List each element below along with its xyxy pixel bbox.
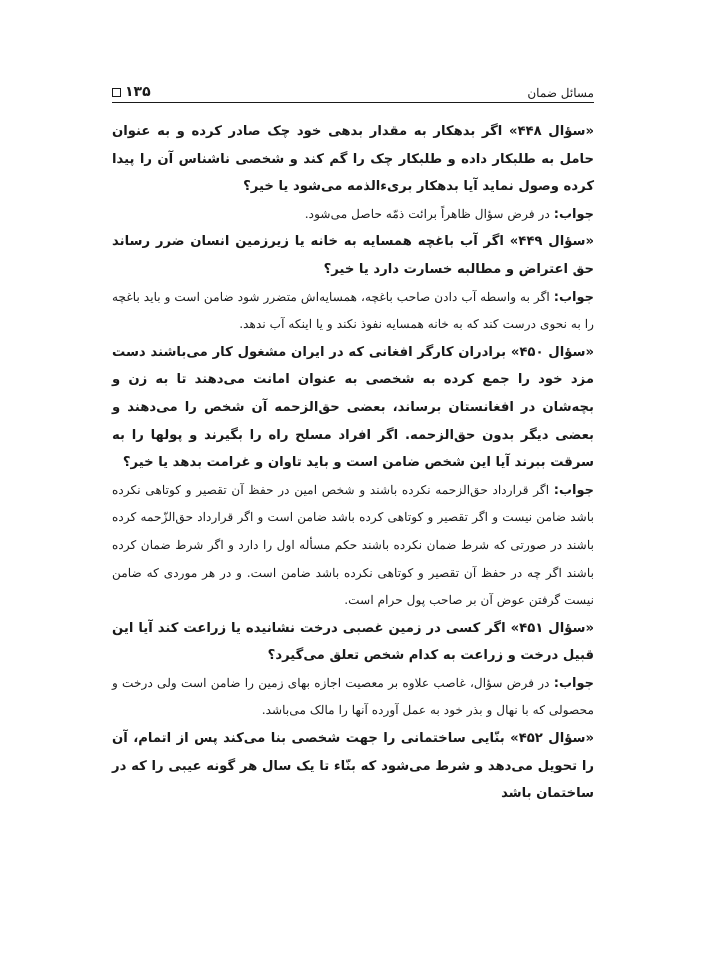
question-451: «سؤال ۴۵۱» اگر کسی در زمین غصبی درخت نشانیده یا زراعت کند آیا این قبیل درخت و زراعت به کدام شخص تعلق می‌گیرد؟ (112, 620, 594, 664)
answer-text: در فرض سؤال ظاهراً برائت ذمّه حاصل می‌شود. (304, 206, 554, 221)
page-number (112, 84, 151, 100)
answer-text: اگر به واسطه آب دادن صاحب باغچه، همسایه‌اش متضرر شود ضامن است و باید باغچه را به نحوی درست کند که به خانه همسایه نفوذ نکند و یا اینکه آب ندهد. (112, 289, 594, 332)
page-header (112, 78, 594, 100)
question-450: «سؤال ۴۵۰» برادران کارگر افغانی که در ایران مشغول کار می‌باشند دست مزد خود را جمع کرده به شخصی به عنوان امانت می‌دهند تا به زن و بچه‌شان در افغانستان برساند، بعضی حق‌الزحمه آن شخص را می‌دهند و بعضی دیگر بدون حق‌الزحمه. اگر افراد مسلح راه را بگیرند و پولها را به سرقت ببرند آیا این شخص ضامن است و باید تاوان و غرامت بدهد یا خیر؟ (112, 344, 594, 471)
answer-label: جواب: (553, 482, 594, 498)
answer-449 (112, 284, 594, 339)
header-divider (112, 102, 594, 103)
square-icon (112, 88, 121, 97)
answer-label: جواب: (553, 675, 594, 691)
question-448: «سؤال ۴۴۸» اگر بدهکار به مقدار بدهی خود چک صادر کرده و به عنوان حامل به طلبکار داده و طلبکار چک را گم کند و شخصی ناشناس آن را پیدا کرده وصول نماید آیا بدهکار بریء‌الذمه می‌شود یا خیر؟ (112, 124, 594, 195)
page-number-text: ۱۳۵ (125, 84, 151, 100)
question-449: «سؤال ۴۴۹» اگر آب باغچه همسایه به خانه یا زیرزمین انسان ضرر رساند حق اعتراض و مطالبه خسارت دارد یا خیر؟ (112, 234, 595, 277)
answer-text: اگر قرارداد حق‌الزحمه نکرده باشند و شخص امین در حفظ آن تقصیر و کوتاهی نکرده باشد ضامن نیست و اگر تقصیر و کوتاهی کرده باشد ضامن است و اگر قرارداد حق‌الزّحمه کرده باشند در صورتی که شرط ضمان نکرده باشند حکم مسأله اول را دارد و اگر شرط ضمان کرده باشند اگر چه در حفظ آن تقصیر و کوتاهی نکرده باشد ضامن است. و در هر موردی که ضامن نیست گرفتن عوض آن بر صاحب پول حرام است. (112, 482, 594, 608)
answer-451 (112, 670, 594, 725)
answer-text: در فرض سؤال، غاصب علاوه بر معصیت اجازه بهای زمین را ضامن است ولی درخت و محصولی که با نهال و بذر خود به عمل آورده آنها را مالک می‌باشد. (112, 675, 594, 718)
running-title: مسائل ضمان (527, 86, 594, 100)
question-452: «سؤال ۴۵۲» بنّایی ساختمانی را جهت شخصی بنا می‌کند پس از اتمام، آن را تحویل می‌دهد و شرط می‌شود که بنّاء تا یک سال هر گونه عیبی را که در ساختمان باشد (112, 731, 594, 802)
page-body (112, 118, 594, 808)
answer-450 (112, 477, 594, 615)
answer-448 (112, 201, 594, 229)
answer-label: جواب: (553, 289, 594, 305)
answer-label: جواب: (553, 206, 594, 222)
